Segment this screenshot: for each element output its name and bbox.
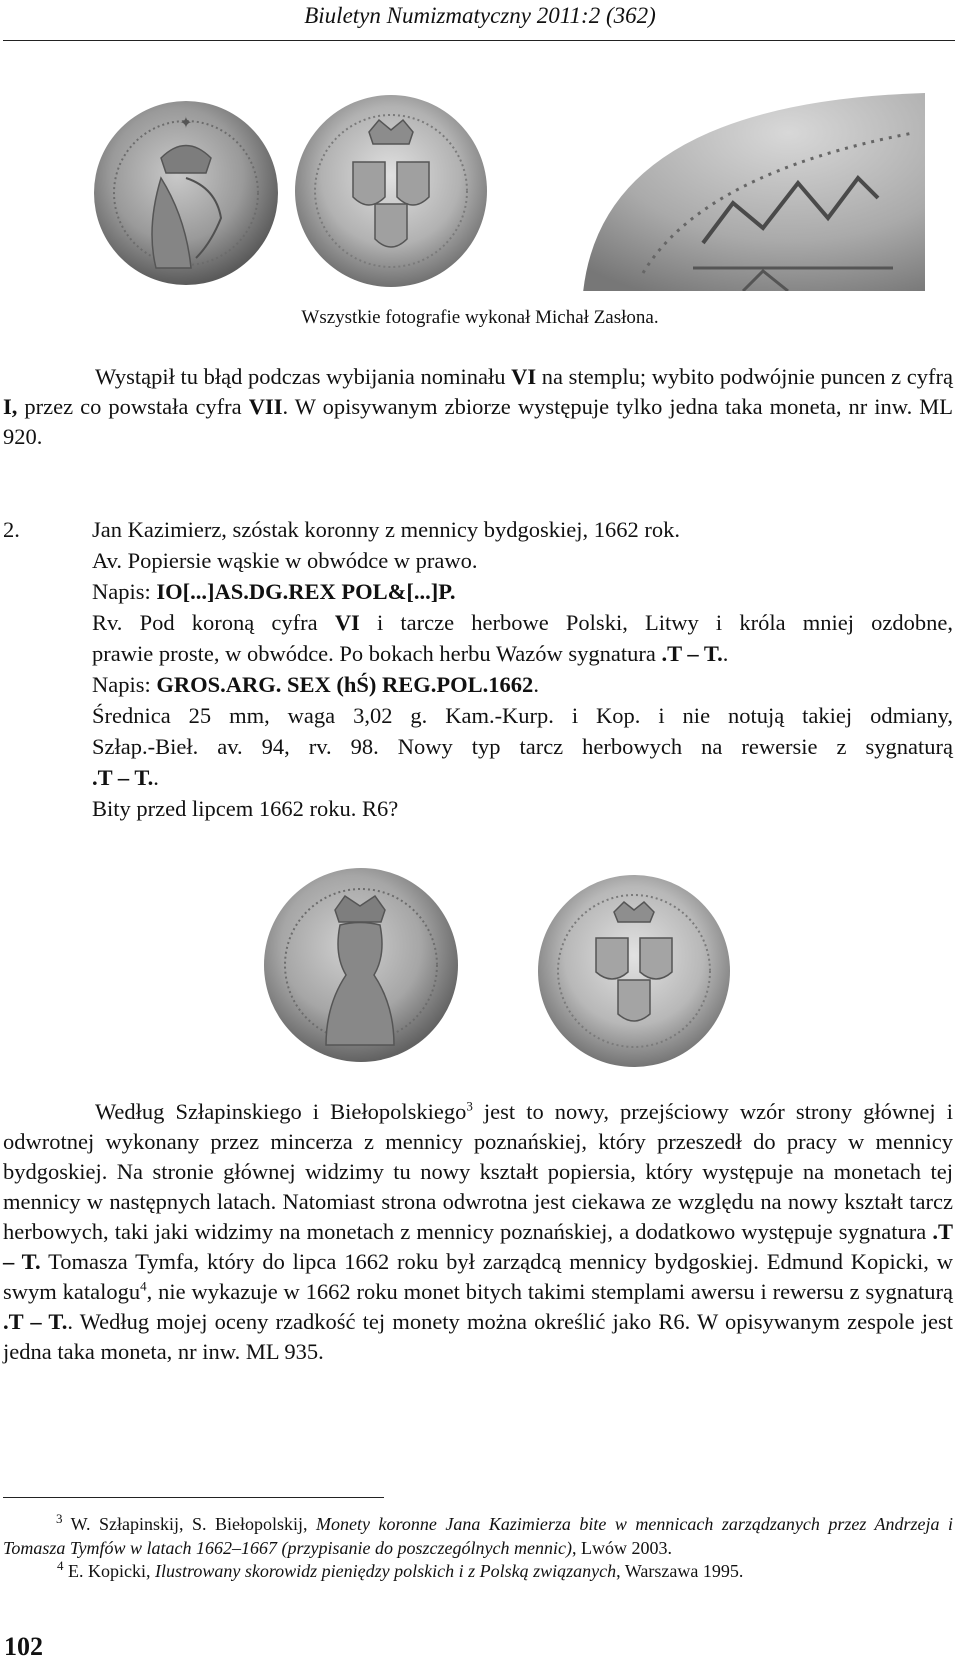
footnote-3 (3, 1512, 953, 1560)
measure-period: . (153, 765, 159, 790)
p2-text-3: Tomasza Tymfa, który do lipca 1662 roku był zarządcą mennicy bydgoskiej. Edmund Kopicki, w swym katalogu (3, 1249, 953, 1304)
coin-photo-obverse-1 (91, 98, 281, 288)
p1-text-1: Wystąpił tu błąd podczas wybijania nominału (95, 364, 512, 389)
p2-signature-1: .T – T. (3, 1219, 953, 1274)
measure-signature: .T – T. (92, 765, 154, 790)
paragraph-error-note (3, 362, 953, 452)
entry-rv-line-2 (92, 639, 728, 669)
footnote-ref-3[interactable]: 3 (466, 1098, 473, 1114)
rv-legend: GROS.ARG. SEX (hŚ) REG.POL.1662 (156, 672, 534, 697)
running-title: Biuletyn Numizmatyczny 2011:2 (362) (304, 3, 656, 28)
footnote-4-author: E. Kopicki, (63, 1561, 155, 1581)
p2-text-4: , nie wykazuje w 1662 roku monet bitych takimi stemplami awersu i rewersu z sygnaturą (146, 1279, 953, 1304)
footnote-4-tail: , Warszawa 1995. (616, 1561, 744, 1581)
footnote-3-number: 3 (56, 1511, 63, 1526)
p1-text-4: . W opisywanym zbiorze występuje tylko jedna taka moneta, nr inw. ML 920. (3, 394, 953, 449)
av-legend-label: Napis: (92, 579, 157, 604)
p1-text-3: przez co powstała cyfra (17, 394, 249, 419)
entry-dating: Bity przed lipcem 1662 roku. R6? (92, 796, 399, 821)
rv-text-pre: Rv. Pod koroną cyfra (92, 610, 335, 635)
rv-bold-vi: VI (334, 610, 360, 635)
entry-rv-legend-line (92, 670, 539, 700)
coin-photo-reverse-1 (291, 92, 491, 290)
footnote-rule (3, 1497, 384, 1498)
footnote-4 (57, 1559, 743, 1583)
figure-caption (0, 306, 960, 330)
p1-bold-3: VII (248, 394, 283, 419)
footnote-4-number: 4 (57, 1558, 64, 1573)
caption-text: Wszystkie fotografie wykonał Michał Zasłona. (301, 307, 659, 328)
coin-detail-photo (583, 93, 925, 291)
entry-title: Jan Kazimierz, szóstak koronny z mennicy bydgoskiej, 1662 rok. (92, 517, 680, 542)
footnote-4-title: Ilustrowany skorowidz pieniędzy polskich i z Polską związanych (155, 1561, 617, 1581)
rv-text-post: i tarcze herbowe Polski, Litwy i króla mniej ozdobne, (359, 610, 953, 635)
p1-text-2: na stemplu; wybito podwójnie puncen z cyfrą (536, 364, 953, 389)
entry-av-description: Av. Popiersie wąskie w obwódce w prawo. (92, 548, 478, 573)
p2-text-2: jest to nowy, przejściowy wzór strony głównej i odwrotnej wykonany przez mincerza z mennicy poznańskiej, który przeszedł do pracy w mennicy bydgoskiej. Na stronie głównej widzimy tu nowy kształt popiersia, który występuje na monetach tej mennicy w następnych latach. Natomiast strona odwrotna jest ciekawa ze względu na nowy kształt tarcz herbowych, taki jaki widzimy na monetach z mennicy poznańskiej, a dodatkowo występuje sygnatura (3, 1099, 953, 1244)
header-rule (3, 40, 955, 41)
rv2-text: prawie proste, w obwódce. Po bokach herbu Wazów sygnatura (92, 641, 662, 666)
footnote-ref-4[interactable]: 4 (140, 1278, 147, 1294)
p2-signature-2: .T – T. (3, 1309, 68, 1334)
entry-measure-line-3 (92, 763, 159, 793)
coin-photo-reverse-2 (532, 872, 736, 1070)
svg-text:✦: ✦ (179, 113, 193, 132)
rv-legend-end: . (533, 672, 539, 697)
rv-legend-label: Napis: (92, 672, 157, 697)
footnote-3-author: W. Szłapinskij, S. Biełopolskij, (62, 1514, 317, 1534)
rv2-period: . (722, 641, 729, 666)
footnote-3-title: Monety koronne Jana Kazimierza bite w mennicach zarządzanych przez Andrzeja i Tomasza Tymfów w latach 1662–1667 (przypisanie do poszczególnych mennic) (3, 1514, 953, 1558)
entry-rv-line-1 (92, 608, 953, 638)
entry-av-legend-line (92, 577, 456, 607)
footnote-3-tail: , Lwów 2003. (571, 1538, 672, 1558)
page-number: 102 (4, 1632, 43, 1661)
entry-measure-line-1: Średnica 25 mm, waga 3,02 g. Kam.-Kurp. i Kop. i nie notują takiej odmiany, (92, 703, 953, 728)
p2-text-5: . Według mojej oceny rzadkość tej monety można określić jako R6. W opisywanym zespole jest jedna taka moneta, nr inw. ML 935. (3, 1309, 953, 1364)
paragraph-commentary (3, 1097, 953, 1367)
av-legend: IO[...]AS.DG.REX POL&[...]P. (156, 579, 456, 604)
p1-bold-1: VI (511, 364, 537, 389)
p1-bold-2: I, (3, 394, 18, 419)
p2-text-1: Według Szłapinskiego i Biełopolskiego (95, 1099, 467, 1124)
rv2-signature: .T – T. (661, 641, 723, 666)
entry-measure-line-2: Szłap.-Bieł. av. 94, rv. 98. Nowy typ tarcz herbowych na rewersie z sygnaturą (92, 734, 953, 759)
coin-photo-obverse-2 (260, 865, 462, 1065)
entry-number: 2. (3, 517, 20, 542)
